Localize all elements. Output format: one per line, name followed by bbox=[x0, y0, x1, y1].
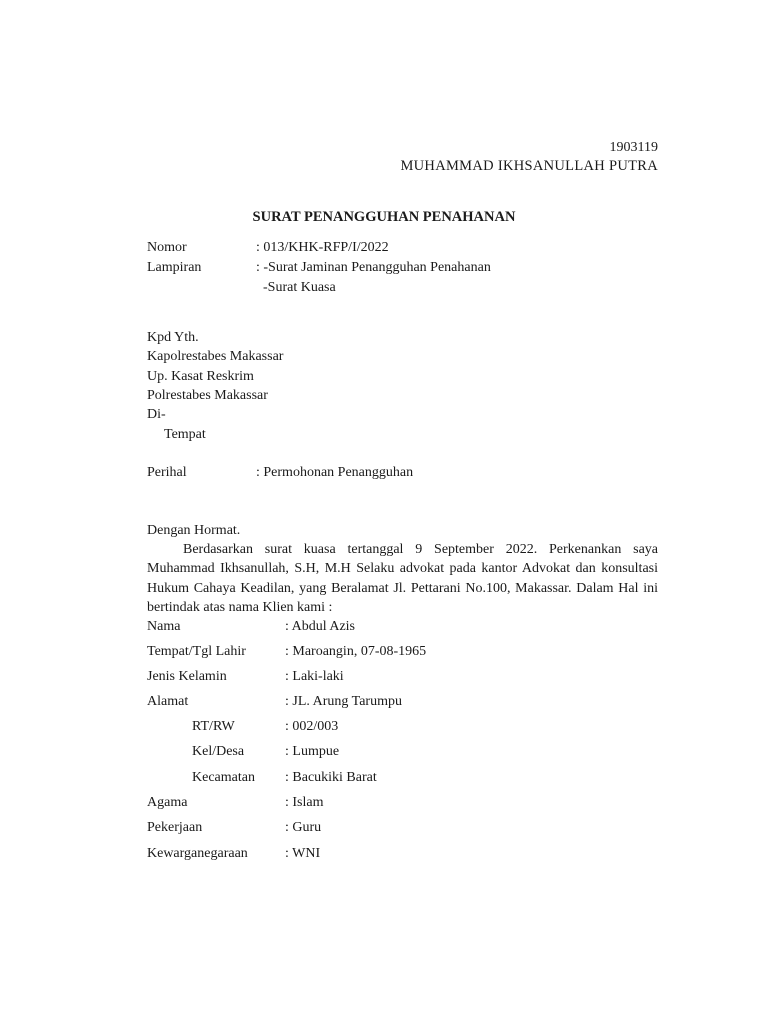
client-label: RT/RW bbox=[192, 719, 235, 734]
client-value: : 002/003 bbox=[285, 719, 339, 734]
client-label: Agama bbox=[147, 795, 188, 810]
perihal-value: : Permohonan Penangguhan bbox=[256, 465, 414, 480]
client-value: : Abdul Azis bbox=[285, 619, 356, 634]
body-paragraph-text: Berdasarkan surat kuasa tertanggal 9 September 2022. Perkenankan saya Muhammad Ikhsanullah, S.H, M.H Selaku advokat pada kantor Advokat dan konsultasi Hukum Cahaya Keadilan, yang Beralamat Jl. Pettarani No.100, Makassar. Dalam Hal ini bertindak atas nama Klien kami : bbox=[147, 542, 658, 615]
lampiran-value-2: -Surat Kuasa bbox=[263, 280, 336, 295]
document-title: SURAT PENANGGUHAN PENAHANAN bbox=[252, 209, 516, 225]
body-paragraph bbox=[147, 540, 658, 617]
client-label: Alamat bbox=[147, 694, 189, 709]
perihal-label: Perihal bbox=[147, 465, 187, 480]
greeting: Dengan Hormat. bbox=[147, 523, 241, 538]
recipient-line: Kpd Yth. bbox=[147, 330, 199, 345]
client-label: Kel/Desa bbox=[192, 744, 245, 759]
client-label: Kecamatan bbox=[192, 770, 255, 785]
client-value: : Bacukiki Barat bbox=[285, 770, 377, 785]
recipient-line: Polrestabes Makassar bbox=[147, 388, 268, 403]
recipient-line: Tempat bbox=[164, 427, 206, 442]
recipient-line: Kapolrestabes Makassar bbox=[147, 349, 284, 364]
nomor-label: Nomor bbox=[147, 240, 187, 255]
client-label: Jenis Kelamin bbox=[147, 669, 227, 684]
header-id: 1903119 bbox=[609, 140, 658, 155]
client-value: : WNI bbox=[285, 846, 321, 861]
client-value: : Laki-laki bbox=[285, 669, 344, 684]
client-label: Pekerjaan bbox=[147, 820, 203, 835]
client-value: : JL. Arung Tarumpu bbox=[285, 694, 402, 709]
client-value: : Maroangin, 07-08-1965 bbox=[285, 644, 427, 659]
client-label: Tempat/Tgl Lahir bbox=[147, 644, 246, 659]
client-value: : Guru bbox=[285, 820, 322, 835]
client-value: : Islam bbox=[285, 795, 324, 810]
lampiran-value-1: : -Surat Jaminan Penangguhan Penahanan bbox=[256, 260, 491, 275]
client-label: Kewarganegaraan bbox=[147, 846, 248, 861]
client-label: Nama bbox=[147, 619, 181, 634]
recipient-line: Di- bbox=[147, 407, 166, 422]
client-value: : Lumpue bbox=[285, 744, 340, 759]
header-name: MUHAMMAD IKHSANULLAH PUTRA bbox=[400, 158, 658, 174]
nomor-value: : 013/KHK-RFP/I/2022 bbox=[256, 240, 389, 255]
lampiran-label: Lampiran bbox=[147, 260, 202, 275]
recipient-line: Up. Kasat Reskrim bbox=[147, 369, 254, 384]
